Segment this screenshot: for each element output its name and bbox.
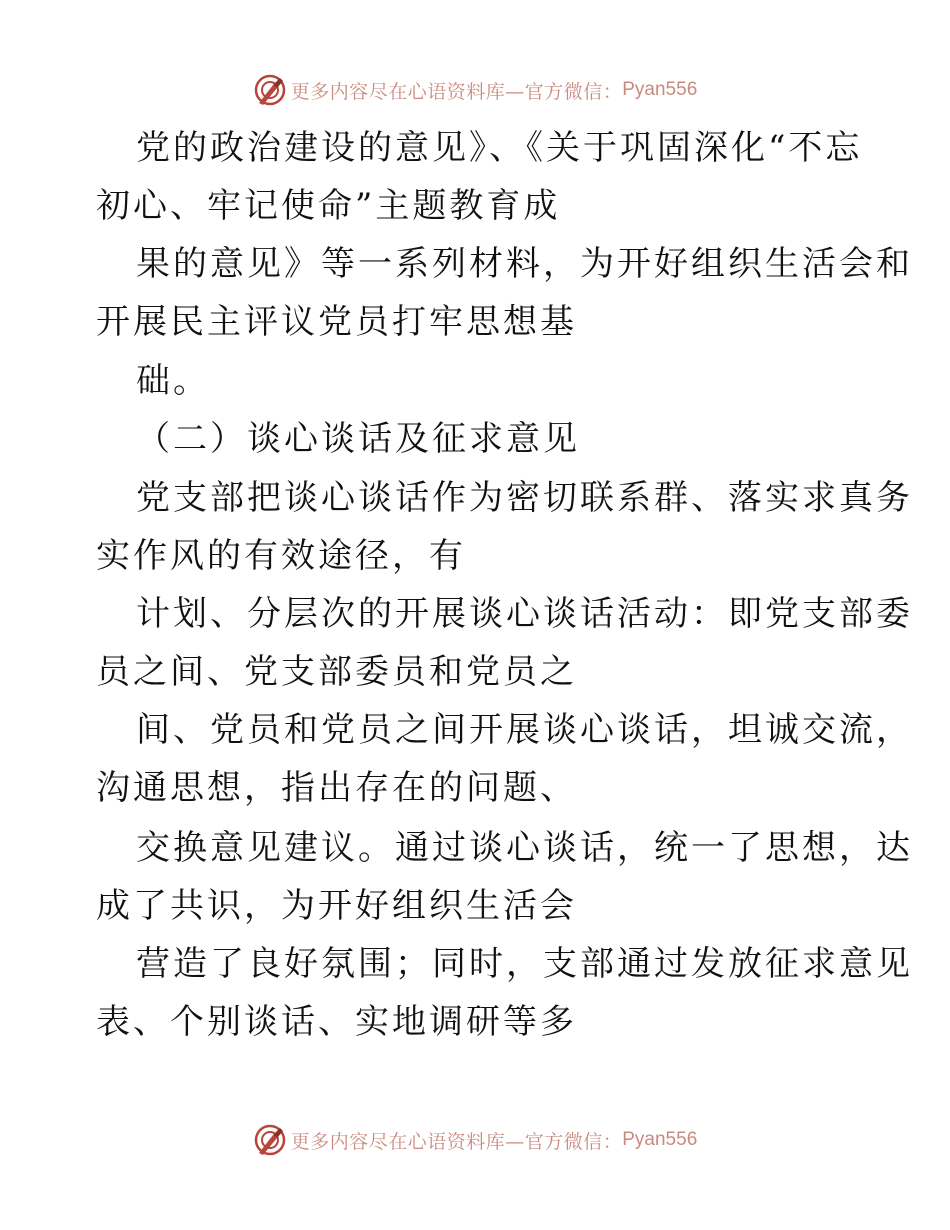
text-line: 初心、牢记使命”主题教育成 <box>96 186 561 226</box>
section-heading: （二）谈心谈话及征求意见 <box>136 419 580 459</box>
pen-seal-logo-icon <box>253 73 287 107</box>
text-line: 党的政治建设的意见》、《关于巩固深化“不忘 <box>136 128 863 168</box>
watermark-handle: Pyan556 <box>622 1129 698 1150</box>
text-line: 员之间、党支部委员和党员之 <box>96 652 577 692</box>
text-line: 开展民主评议党员打牢思想基 <box>96 302 577 342</box>
text-line: 果的意见》等一系列材料，为开好组织生活会和 <box>136 244 913 284</box>
watermark-text: 更多内容尽在心语资料库—官方微信： <box>290 80 623 103</box>
text-line: 营造了良好氛围；同时，支部通过发放征求意见 <box>136 944 913 984</box>
text-line: 间、党员和党员之间开展谈心谈话，坦诚交流， <box>136 710 913 750</box>
text-line: 计划、分层次的开展谈心谈话活动：即党支部委 <box>136 594 913 634</box>
text-line: 党支部把谈心谈话作为密切联系群、落实求真务 <box>136 478 913 518</box>
text-line: 交换意见建议。通过谈心谈话，统一了思想，达 <box>136 828 913 868</box>
watermark-handle: Pyan556 <box>622 79 698 100</box>
text-line: 沟通思想，指出存在的问题、 <box>96 768 577 808</box>
text-line: 础。 <box>136 361 210 401</box>
footer-watermark <box>0 1122 950 1158</box>
text-line: 表、个别谈话、实地调研等多 <box>96 1002 577 1042</box>
text-line: 实作风的有效途径，有 <box>96 536 466 576</box>
watermark-text: 更多内容尽在心语资料库—官方微信： <box>290 1130 623 1153</box>
text-line: 成了共识，为开好组织生活会 <box>96 886 577 926</box>
pen-seal-logo-icon <box>253 1123 287 1157</box>
header-watermark <box>0 72 950 108</box>
